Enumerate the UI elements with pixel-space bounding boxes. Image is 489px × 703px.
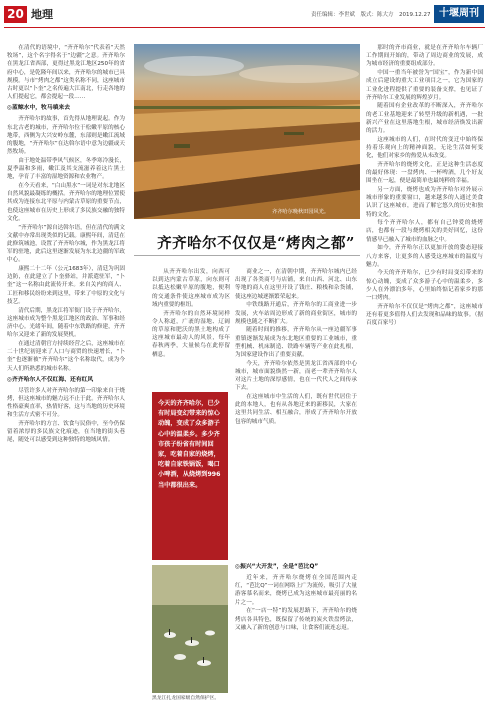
subheading-2: ◎齐齐哈尔人不仅红海、还有红风 [7, 376, 94, 383]
paragraph: “齐齐哈尔”源自达斡尔语，但在清代的满文文献中亦常出现类似的记载。康熙年间，清廷在此修筑城池，设置了齐齐哈尔城，作为黑龙江将军的驻地，此后这里逐渐发展为东北边疆的军政中心。 [7, 224, 125, 264]
editor-credits: 责任编辑：李世斌 版式：陈大方 2019.12.27 [311, 12, 431, 18]
farmland-photo [134, 44, 360, 219]
article-column-1 [7, 44, 125, 696]
paragraph: 从齐齐哈尔出发，向西可以到达内蒙古草原，向东则可以抵达松嫩平原的腹地，便利的交通条件使这座城市成为区域内重要的枢纽。 [152, 269, 230, 308]
paragraph: 那时的齐市商业，就是在齐齐哈尔车辆厂工作期间开始的，带动了周边商业的发展，成为城市经济的重要组成部分。 [366, 45, 483, 68]
paragraph: 今天，齐齐哈尔依然是黑龙江省西部的中心城市，城市面貌焕然一新，而老一辈齐齐哈尔人对这片土地的深厚感情，也在一代代人之间传承下去。 [235, 360, 357, 392]
paragraph: 今天的齐齐哈尔，已少有时局变幻带来的惊心动魄，变成了众多游子心中的温柔乡，多少人在外漂泊多年，心里始终惦记着家乡的那一口烤肉。 [366, 270, 483, 302]
subheading-1: ◎蓝鲸水中，牧马嗔来去 [7, 105, 71, 112]
section-title: 地理 [31, 8, 53, 21]
paragraph: 随着国有企业改革的不断深入，齐齐哈尔的老工业基地迎来了转型升级的新机遇，一批新兴产业在这里落地生根，城市经济焕发出新的活力。 [366, 103, 483, 135]
paragraph: 齐齐哈尔不仅仅是“烤肉之都”，这座城市还有着更多值得人们去发现和品味的故事。（据百度百家号） [366, 303, 483, 327]
subheading-3: ◎振兴“大开发”，全是“芭比Q” [235, 564, 319, 570]
paragraph: 另一方面，烧烤也成为齐齐哈尔对外展示城市形象的重要窗口，越来越多的人通过美食认识了这座城市，进而了解它悠久的历史和独特的文化。 [366, 186, 483, 218]
header-rule [4, 27, 485, 28]
paragraph: 在清代的语境中，“齐齐哈尔”代表着“天然牧场”，这个名字得名于“边疆”之意。齐齐哈尔在黑龙江省西部，更得过黑龙江地区250年的省府中心，是乾隆年间以来，齐齐哈尔的城市已具规模。与市“烤肉之都”这类名称不同，这座城市古时更以“卜奎”之名传遍大江南北，行走各地的人们提起它，都会提起一段…… [7, 45, 125, 101]
paragraph: 齐齐哈尔的方言、饮食与民俗中，至今仍保留着浓厚的多民族文化痕迹，在当地的街头巷尾，随处可以感受到这种独特的地域风情。 [7, 421, 125, 444]
paragraph: 中国一重当年被誉为“国宝”，作为新中国成立后建设的重大工业项目之一，它为国家的工业化进程提供了重要的装备支撑，也见证了齐齐哈尔工业发展的辉煌岁月。 [366, 70, 483, 101]
paragraph: 康熙二十二年（公元1683年），清廷为巩固边防，在此建立了卜奎驿站，并派遣驻军，“卜奎”这一名称由此流传开来。来自关内的商人、工匠和移民纷纷来到这里，带来了中原的文化与技艺。 [7, 266, 125, 305]
paragraph: 中铁线路开通后，齐齐哈尔的工商业进一步发展，火车站周边形成了新的商业街区，城市的规模也随之不断扩大。 [235, 302, 357, 325]
paragraph: 近年来，齐齐哈尔烧烤在全国范围内走红，“芭比Q”一词在网络上广为流传，吸引了大量游客慕名而来，烧烤已成为这座城市最亮丽的名片之一。 [235, 575, 357, 606]
article-headline: 齐齐哈尔不仅仅是“烤肉之都” [157, 235, 355, 252]
paragraph: 齐齐哈尔的自然环境同样令人称道，广袤的湿地、辽阔的草原和肥沃的黑土地构成了这座城市最动人的风景，每年春秋两季，大量候鸟在此停留栖息。 [152, 310, 230, 358]
paragraph: 清代后期，黑龙江将军衙门设于齐齐哈尔，这座城市成为整个黑龙江地区的政治、军事和经济中心。光绪年间，随着中东铁路的修建，齐齐哈尔又迎来了新的发展契机。 [7, 307, 125, 339]
paragraph: 齐齐哈尔的烧烤文化，正是这种生活态度的最好体现：一盘烤肉、一杯啤酒，几个好友围坐在一起，便是最简单也最纯粹的幸福。 [366, 161, 483, 185]
pull-quote-box: 今天的齐齐哈尔，已少有时局变幻带来的惊心动魄，变成了众多游子心中的温柔乡。多少齐市孩子纷省有时间回家，吃着自家的烧烤，吃着自家铁锅饭，喝口小啤酒，从烧烤到996当中都很出来。 [152, 392, 228, 560]
photo-caption: 齐齐哈尔晚秋田园风光。 [272, 209, 330, 215]
page-number: 20 [4, 6, 27, 23]
article-column-4 [366, 44, 483, 696]
newspaper-masthead: 十堰周刊 [434, 5, 484, 23]
article-column-3-lower [235, 560, 357, 696]
page-header [0, 0, 489, 28]
photo-caption: 黑龙江扎龙国家级自然保护区。 [152, 696, 220, 701]
article-column-3 [152, 268, 230, 388]
headline-rule [134, 255, 360, 256]
paragraph: 在通过清朝官方持续经营之后，这座城市在二十世纪初迎来了人口与商贸的快速增长，“卜奎”也逐渐被“齐齐哈尔”这个名称取代，成为今天人们所熟悉的城市名称。 [7, 340, 125, 372]
paragraph: 齐齐哈尔的故事，首先得从地理说起。作为东北古老的城市，齐齐哈尔位于松嫩平原的核心地带，西侧为大兴安岭东麓，东部则是嫩江流域的腹地，“齐齐哈尔”在达斡尔语中意为边疆或天然牧场。 [7, 116, 125, 156]
paragraph: 这座城市的人们，在时代的变迁中始终保持着乐观向上的精神面貌，无论生活如何变化，他们对家乡的热爱从未改变。 [366, 136, 483, 160]
paragraph: 尽管许多人对齐齐哈尔的第一印象来自于烧烤，但这座城市的魅力远不止于此。齐齐哈尔人性格豪爽直率，热情好客，这与当地的历史环境和生活方式密不可分。 [7, 387, 125, 419]
paragraph: 随着时间的推移，齐齐哈尔从一座边疆军事重镇逐渐发展成为东北地区重要的工业城市，重型机械、机床制造、铁路车辆等产业在此扎根，为国家建设作出了重要贡献。 [235, 327, 357, 359]
paragraph: 商业之一，在清朝中期，齐齐哈尔城内已经出现了各类商号与店铺，来自山西、河北、山东等地的商人在这里开设了钱庄、粮栈和杂货铺，使这座边城逐渐繁荣起来。 [235, 269, 357, 300]
paragraph: 由于地处温带季风气候区，冬季寒冷漫长，夏季温和多雨，嫩江及其支流滋养着这片黑土地，孕育了丰富的湿地资源和农业物产。 [7, 157, 125, 181]
paragraph: 每个齐齐哈尔人，都有自己钟爱的烧烤店，也都有一段与烧烤相关的美好回忆，这份情感早已融入了城市的血脉之中。 [366, 220, 483, 243]
paragraph: 在“一店一特”的发展思路下，齐齐哈尔的烧烤店各具特色，既保留了传统的炭火铁盘烤法，又融入了新的创意与口味，让食客们流连忘返。 [235, 608, 357, 631]
paragraph: 如今，齐齐哈尔正以更加开放的姿态迎接八方来客，让更多的人感受这座城市的温度与魅力。 [366, 245, 483, 268]
cranes-photo [152, 565, 228, 693]
paragraph: 在这座城市中生活的人们，既有世代居住于此的本地人，也有从各地迁来的新移民，大家在这里共同生活、相互融合，形成了齐齐哈尔开放包容的城市气质。 [235, 394, 357, 425]
paragraph: 在今天看来，“白山黑水”一词是对东北地区自然风貌最凝练的概括。齐齐哈尔的地理位置使其成为连接东北平原与内蒙古草原的重要节点，也使这座城市在历史上形成了多民族交融的独特文化。 [7, 183, 125, 222]
